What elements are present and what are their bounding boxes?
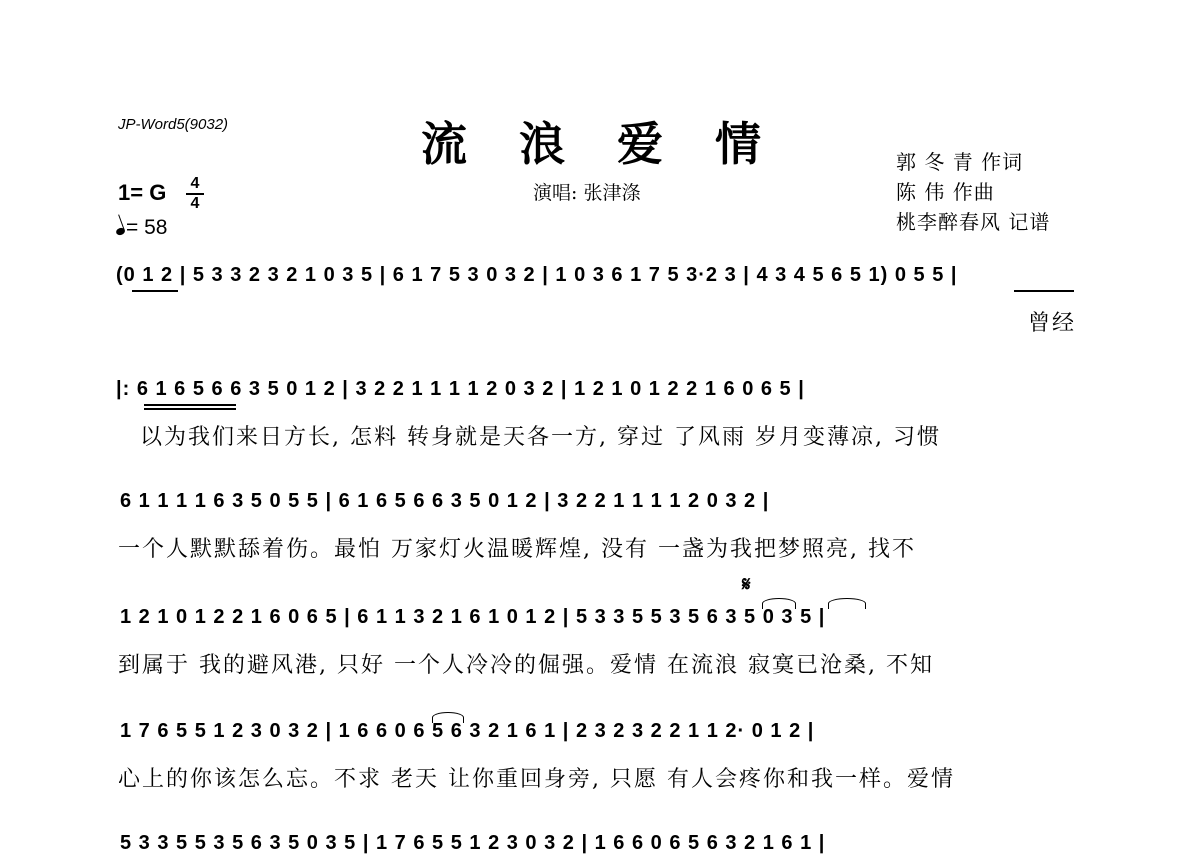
score-row-2-lyrics: 以为我们来日方长, 怎料 转身就是天各一方, 穿过 了风雨 岁月变薄凉, 习惯: [140, 425, 941, 450]
beam-line: [144, 404, 236, 406]
score-row-5-lyrics: 心上的你该怎么忘。不求 老天 让你重回身旁, 只愿 有人会疼你和我一样。爱情: [118, 767, 955, 792]
time-signature-bottom: 4: [190, 195, 200, 212]
tie-mark: [828, 598, 866, 609]
beam-line: [132, 290, 178, 292]
tie-mark: [432, 712, 464, 723]
time-signature-top: 4: [190, 175, 200, 192]
song-title: 流 浪 爱 情: [420, 117, 780, 171]
software-label: JP-Word5(9032): [118, 116, 229, 133]
score-row-3-notes: 6 1 1 1 1 6 3 5 0 5 5 | 6 1 6 5 6 6 3 5 0 1 2 | 3 2 2 1 1 1 1 2 0 3 2 |: [120, 490, 770, 512]
singer-credit: 演唱: 张津涤: [533, 182, 641, 204]
tie-mark: [762, 598, 796, 609]
tempo-marking: [116, 216, 167, 240]
segno-sign: 𝄋: [742, 572, 751, 596]
time-signature: [186, 176, 204, 212]
score-row-6-notes: 5 3 3 5 5 3 5 6 3 5 0 3 5 | 1 7 6 5 5 1 2 3 0 3 2 | 1 6 6 0 6 5 6 3 2 1 6 1 |: [120, 832, 826, 854]
score-row-4-lyrics: 到属于 我的避风港, 只好 一个人冷冷的倔强。爱情 在流浪 寂寞已沧桑, 不知: [118, 653, 934, 678]
score-row-3-lyrics: 一个人默默舔着伤。最怕 万家灯火温暖辉煌, 没有 一盏为我把梦照亮, 找不: [118, 537, 916, 562]
score-row-4-notes: 1 2 1 0 1 2 2 1 6 0 6 5 | 6 1 1 3 2 1 6 1 0 1 2 | 5 3 3 5 5 3 5 6 3 5 0 3 5 |: [120, 606, 826, 628]
composer-credit: 陈 伟 作曲: [896, 180, 995, 204]
score-row-1-lyrics: 曾经: [1028, 311, 1077, 336]
beam-line: [1014, 290, 1074, 292]
key-signature: 1= G: [118, 180, 167, 205]
score-row-2-notes: |: 6 1 6 5 6 6 3 5 0 1 2 | 3 2 2 1 1 1 1 2 0 3 2 | 1 2 1 0 1 2 2 1 6 0 6 5 |: [116, 378, 805, 400]
lyricist-credit: 郭 冬 青 作词: [896, 150, 1024, 174]
score-row-5-notes: 1 7 6 5 5 1 2 3 0 3 2 | 1 6 6 0 6 5 6 3 2 1 6 1 | 2 3 2 3 2 2 1 1 2· 0 1 2 |: [120, 720, 815, 742]
beam-line: [144, 408, 236, 410]
score-row-1-notes: (0 1 2 | 5 3 3 2 3 2 1 0 3 5 | 6 1 7 5 3 0 3 2 | 1 0 3 6 1 7 5 3·2 3 | 4 3 4 5 6 5 1) 0 5 5 |: [116, 264, 958, 286]
quarter-note-icon: [115, 227, 126, 237]
transcriber-credit: 桃李醉春风 记谱: [896, 210, 1051, 234]
tempo-value: = 58: [126, 216, 168, 239]
